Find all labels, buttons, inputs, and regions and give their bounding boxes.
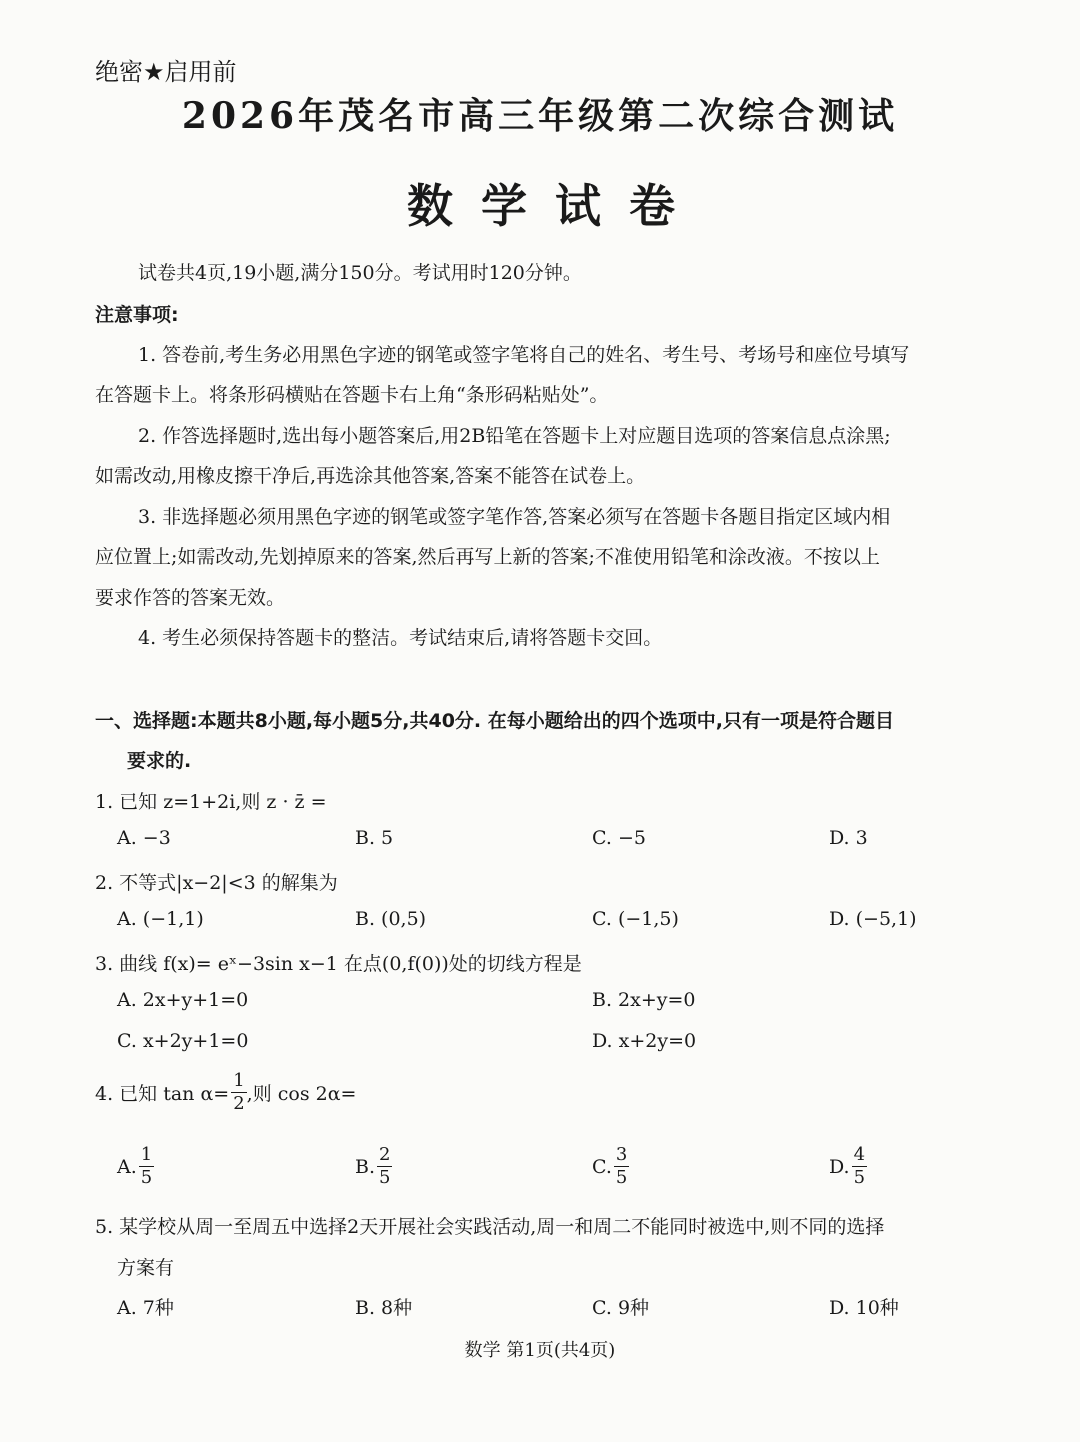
note-2-line-2: 如需改动,用橡皮擦干净后,再选涂其他答案,答案不能答在试卷上。 bbox=[95, 465, 646, 487]
fraction-denominator: 5 bbox=[853, 1167, 866, 1188]
fraction-numerator: 3 bbox=[615, 1144, 628, 1165]
note-3-line-1: 3. 非选择题必须用黑色字迹的钢笔或签字笔作答,答案必须写在答题卡各题目指定区域内相 bbox=[138, 506, 891, 528]
fraction-denominator: 5 bbox=[615, 1167, 628, 1188]
q4-stem-pre: 4. 已知 tan α= bbox=[95, 1083, 230, 1105]
question-4-stem bbox=[95, 1072, 356, 1113]
subject-title: 数学试卷 bbox=[407, 179, 703, 233]
q5-option-a: A. 7种 bbox=[117, 1297, 174, 1319]
q4-option-a bbox=[117, 1146, 154, 1187]
section-heading: 一、选择题:本题共8小题,每小题5分,共40分. 在每小题给出的四个选项中,只有一项是符合题目 bbox=[95, 710, 894, 732]
option-fraction bbox=[377, 1146, 392, 1187]
q2-option-b: B. (0,5) bbox=[355, 908, 427, 930]
question-5-stem-line-1: 5. 某学校从周一至周五中选择2天开展社会实践活动,周一和周二不能同时被选中,则不同的选择 bbox=[95, 1216, 885, 1238]
option-label: A. bbox=[117, 1155, 137, 1178]
q1-option-d: D. 3 bbox=[829, 827, 868, 849]
fraction-denominator: 5 bbox=[379, 1167, 391, 1188]
option-label: B. bbox=[355, 1155, 376, 1178]
q3-option-b: B. 2x+y=0 bbox=[592, 989, 696, 1011]
option-fraction bbox=[139, 1146, 154, 1187]
note-4-line-1: 4. 考生必须保持答题卡的整洁。考试结束后,请将答题卡交回。 bbox=[138, 627, 663, 649]
question-2-stem: 2. 不等式|x−2|<3 的解集为 bbox=[95, 872, 338, 894]
confidential-mark: 绝密★启用前 bbox=[95, 58, 237, 86]
q5-option-c: C. 9种 bbox=[592, 1297, 650, 1319]
notes-heading: 注意事项: bbox=[95, 304, 179, 326]
note-1-line-1: 1. 答卷前,考生务必用黑色字迹的钢笔或签字笔将自己的姓名、考生号、考场号和座位号填写 bbox=[138, 344, 910, 366]
q2-option-a: A. (−1,1) bbox=[117, 908, 204, 930]
q3-option-c: C. x+2y+1=0 bbox=[117, 1030, 249, 1052]
q2-option-c: C. (−1,5) bbox=[592, 908, 679, 930]
section-heading-cont: 要求的. bbox=[127, 750, 192, 772]
q4-option-d bbox=[829, 1146, 867, 1187]
fraction-denominator: 5 bbox=[140, 1167, 153, 1188]
exam-title: 2026年茂名市高三年级第二次综合测试 bbox=[181, 95, 899, 137]
q1-option-a: A. −3 bbox=[117, 827, 171, 849]
note-3-line-2: 应位置上;如需改动,先划掉原来的答案,然后再写上新的答案;不准使用铅笔和涂改液。不按以上 bbox=[95, 546, 880, 568]
option-fraction bbox=[852, 1146, 867, 1187]
q5-option-b: B. 8种 bbox=[355, 1297, 413, 1319]
fraction-numerator: 4 bbox=[853, 1144, 866, 1165]
q5-option-d: D. 10种 bbox=[829, 1297, 899, 1319]
question-1-stem: 1. 已知 z=1+2i,则 z · z̄ = bbox=[95, 791, 327, 813]
note-1-line-2: 在答题卡上。将条形码横贴在答题卡右上角“条形码粘贴处”。 bbox=[95, 384, 609, 406]
q4-option-c bbox=[592, 1146, 629, 1187]
exam-summary: 试卷共4页,19小题,满分150分。考试用时120分钟。 bbox=[138, 262, 582, 284]
q1-option-c: C. −5 bbox=[592, 827, 646, 849]
question-3-stem: 3. 曲线 f(x)= eˣ−3sin x−1 在点(0,f(0))处的切线方程是 bbox=[95, 953, 582, 975]
fraction-numerator: 1 bbox=[140, 1144, 153, 1165]
option-label: D. bbox=[829, 1155, 850, 1178]
option-label: C. bbox=[592, 1155, 612, 1178]
q4-stem-fraction bbox=[231, 1072, 246, 1113]
q3-option-a: A. 2x+y+1=0 bbox=[117, 989, 249, 1011]
question-5-stem-line-2: 方案有 bbox=[117, 1257, 175, 1279]
note-3-line-3: 要求作答的答案无效。 bbox=[95, 587, 286, 609]
fraction-denominator: 2 bbox=[233, 1093, 245, 1114]
option-fraction bbox=[614, 1146, 629, 1187]
q3-option-d: D. x+2y=0 bbox=[592, 1030, 697, 1052]
q4-option-b bbox=[355, 1146, 392, 1187]
fraction-numerator: 2 bbox=[379, 1144, 391, 1165]
note-2-line-1: 2. 作答选择题时,选出每小题答案后,用2B铅笔在答题卡上对应题目选项的答案信息点涂黑; bbox=[138, 425, 891, 447]
fraction-numerator: 1 bbox=[233, 1070, 245, 1091]
page-footer: 数学 第1页(共4页) bbox=[464, 1340, 616, 1361]
q1-option-b: B. 5 bbox=[355, 827, 394, 849]
q4-stem-post: ,则 cos 2α= bbox=[246, 1083, 357, 1105]
q2-option-d: D. (−5,1) bbox=[829, 908, 917, 930]
